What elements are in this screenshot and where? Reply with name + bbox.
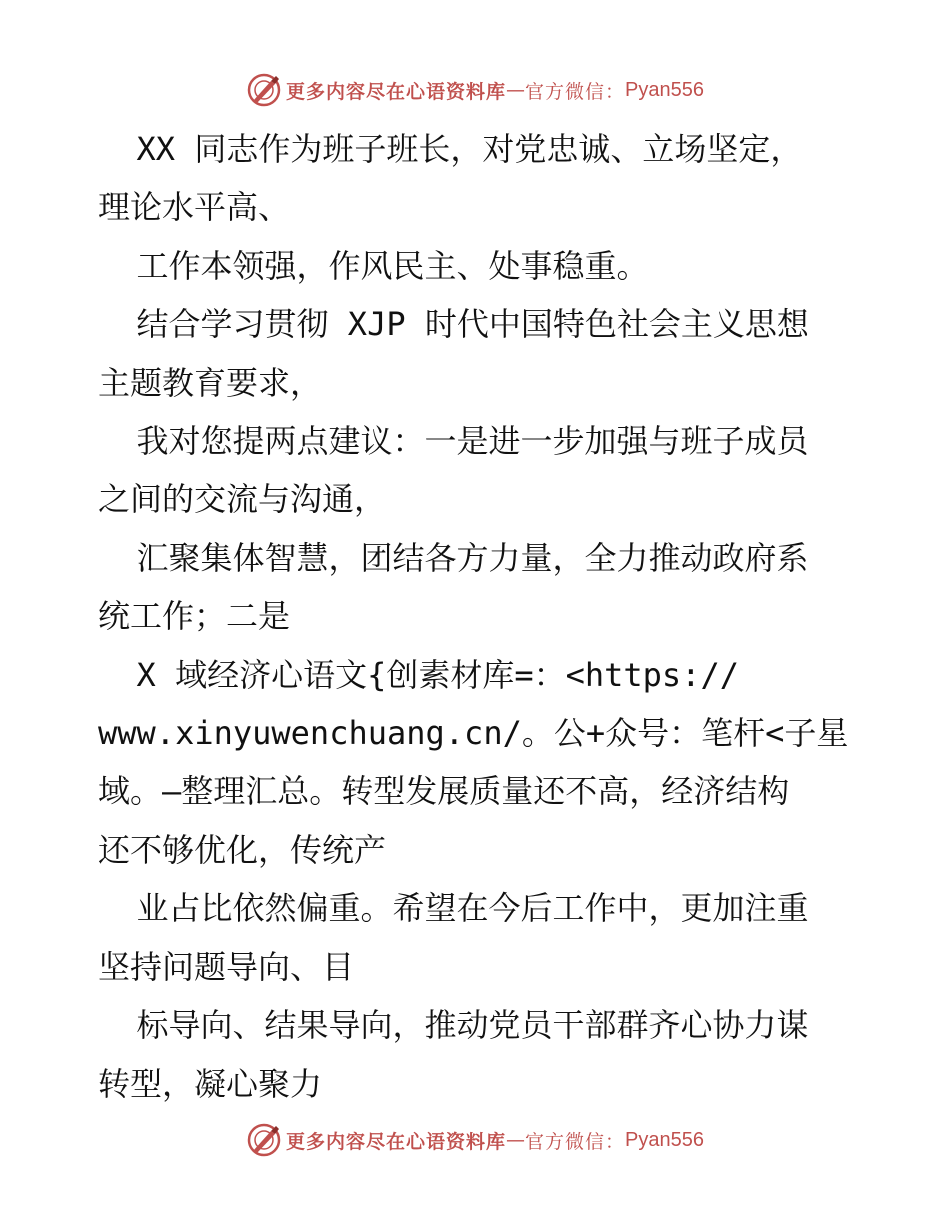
text-line: 业占比依然偏重。希望在今后工作中，更加注重 xyxy=(98,889,809,928)
text-line: 汇聚集体智慧，团结各方力量，全力推动政府系 xyxy=(98,538,809,577)
document-body xyxy=(98,120,858,1113)
footer-wechat-label: 官方微信： xyxy=(525,1130,626,1153)
text-line: 还不够优化，传统产 xyxy=(98,830,387,869)
header-wechat-label: 官方微信： xyxy=(525,80,626,103)
pen-logo-icon xyxy=(246,1122,282,1158)
text-line: www.xinyuwenchuang.cn/。公+众号：笔杆<子星 xyxy=(98,714,849,753)
header-brand-text: 更多内容尽在心语资料库 xyxy=(286,80,507,103)
text-line: 坚持问题导向、目 xyxy=(98,947,355,986)
footer-separator: — xyxy=(506,1129,526,1151)
header-separator: — xyxy=(506,79,526,101)
footer-wechat-id: Pyan556 xyxy=(625,1128,704,1151)
text-line: 主题教育要求， xyxy=(98,363,323,402)
text-line: XX 同志作为班子班长，对党忠诚、立场坚定， xyxy=(98,130,803,168)
footer-brand-text: 更多内容尽在心语资料库 xyxy=(286,1130,507,1153)
header-wechat-id: Pyan556 xyxy=(625,78,704,101)
pen-logo-icon xyxy=(246,72,282,108)
text-line: 理论水平高、 xyxy=(98,188,291,227)
text-line: X 域经济心语文{创素材库=：<https:// xyxy=(98,655,739,694)
text-line: 之间的交流与沟通， xyxy=(98,480,387,519)
text-line: 结合学习贯彻 XJP 时代中国特色社会主义思想 xyxy=(98,305,809,344)
text-line: 工作本领强，作风民主、处事稳重。 xyxy=(98,246,649,285)
text-line: 标导向、结果导向，推动党员干部群齐心协力谋 xyxy=(98,1006,809,1045)
header-banner xyxy=(0,70,950,110)
text-line: 转型，凝心聚力 xyxy=(98,1064,323,1103)
text-line: 域。—整理汇总。转型发展质量还不高，经济结构 xyxy=(98,772,790,811)
text-line: 统工作；二是 xyxy=(98,597,291,636)
text-line: 我对您提两点建议：一是进一步加强与班子成员 xyxy=(98,422,809,461)
footer-banner xyxy=(0,1120,950,1160)
